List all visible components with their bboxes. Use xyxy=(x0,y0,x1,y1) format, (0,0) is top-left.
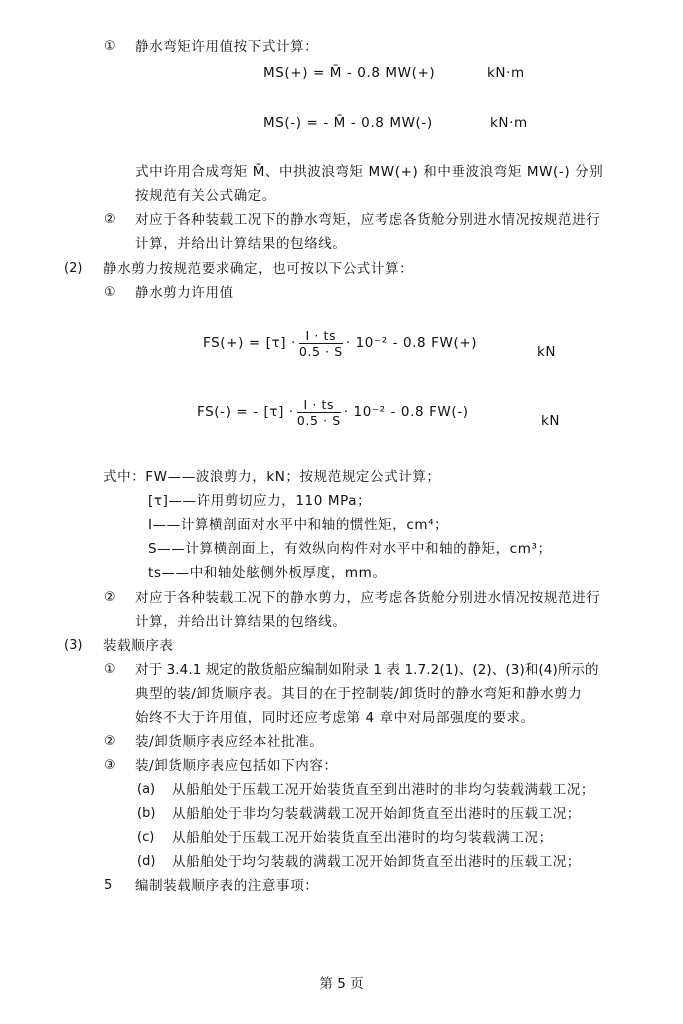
item-mark: (d) xyxy=(137,854,156,869)
item-mark: (2) xyxy=(64,261,83,276)
text-line: 式中：FW——波浪剪力，kN；按规范规定公式计算； xyxy=(103,469,441,485)
text-line: 从船舶处于压载工况开始装货直至到出港时的非均匀装载满载工况； xyxy=(172,782,595,798)
item-mark: ② xyxy=(104,590,116,605)
fraction xyxy=(299,328,343,359)
formula-lhs: FS(+) = [τ] · xyxy=(203,335,296,351)
item-mark: ③ xyxy=(104,758,116,773)
formula-unit: kN xyxy=(541,413,561,429)
text-line: 按规范有关公式确定。 xyxy=(135,188,276,204)
text-line: 典型的装/卸货顺序表。其目的在于控制装/卸货时的静水弯矩和静水剪力 xyxy=(135,686,583,702)
item-mark: ① xyxy=(104,39,116,54)
formula-lhs: FS(-) = - [τ] · xyxy=(197,404,294,420)
text-line: S——计算横剖面上，有效纵向构件对水平中和轴的静矩，cm³； xyxy=(148,541,552,557)
fraction xyxy=(297,397,341,428)
formula-ms-minus: MS(-) = - M̄ - 0.8 MW(-) xyxy=(263,115,433,131)
formula-unit: kN xyxy=(537,344,557,360)
text-line: 对于 3.4.1 规定的散货船应编制如附录 1 表 1.7.2(1)、(2)、(3)和(4)所示的 xyxy=(135,662,599,678)
formula-fs-minus xyxy=(197,396,469,428)
text-line: 对应于各种装载工况下的静水剪力，应考虑各货舱分别进水情况按规范进行 xyxy=(135,590,601,606)
item-mark: (c) xyxy=(137,830,155,845)
text-line: 静水剪力许用值 xyxy=(135,285,234,301)
text-line: 从船舶处于非均匀装载满载工况开始卸货直至出港时的压载工况； xyxy=(172,806,581,822)
text-line: 从船舶处于压载工况开始装货直至出港时的均匀装载满工况； xyxy=(172,830,553,846)
numerator: I · ts xyxy=(299,328,343,344)
text-line: 对应于各种装载工况下的静水弯矩，应考虑各货舱分别进水情况按规范进行 xyxy=(135,212,601,228)
denominator: 0.5 · S xyxy=(298,343,343,359)
item-mark: ② xyxy=(104,212,116,227)
text-line: 装/卸货顺序表应经本社批准。 xyxy=(135,734,324,750)
item-mark: ② xyxy=(104,734,116,749)
item-mark: ① xyxy=(104,285,116,300)
text-line: 装/卸货顺序表应包括如下内容： xyxy=(135,758,338,774)
formula-unit: kN·m xyxy=(490,115,528,131)
text-line: 计算，并给出计算结果的包络线。 xyxy=(135,614,347,630)
text-line: 静水剪力按规范要求确定，也可按以下公式计算： xyxy=(103,261,414,277)
formula-rhs: · 10⁻² - 0.8 FW(-) xyxy=(343,404,469,420)
formula-ms-plus: MS(+) = M̄ - 0.8 MW(+) xyxy=(263,65,436,81)
page-number: 第 5 页 xyxy=(319,976,364,992)
item-mark: (a) xyxy=(137,782,156,797)
formula-rhs: · 10⁻² - 0.8 FW(+) xyxy=(345,335,478,351)
denominator: 0.5 · S xyxy=(296,412,341,428)
item-mark: 5 xyxy=(104,878,113,893)
text-line: 静水弯矩许用值按下式计算： xyxy=(135,39,319,55)
formula-unit: kN·m xyxy=(487,65,525,81)
text-line: [τ]——许用剪切应力，110 MPa； xyxy=(148,493,372,509)
text-line: ts——中和轴处舷侧外板厚度，mm。 xyxy=(148,565,387,581)
text-line: I——计算横剖面对水平中和轴的惯性矩，cm⁴； xyxy=(148,517,449,533)
item-mark: (b) xyxy=(137,806,156,821)
text-line: 编制装载顺序表的注意事项： xyxy=(135,878,319,894)
text-line: 装载顺序表 xyxy=(103,638,174,654)
text-line: 始终不大于许用值，同时还应考虑第 4 章中对局部强度的要求。 xyxy=(135,710,535,726)
numerator: I · ts xyxy=(297,397,341,413)
item-mark: (3) xyxy=(64,638,83,653)
item-mark: ① xyxy=(104,662,116,677)
text-line: 计算，并给出计算结果的包络线。 xyxy=(135,236,347,252)
formula-fs-plus xyxy=(203,327,477,359)
text-line: 式中许用合成弯矩 M̄、中拱波浪弯矩 MW(+) 和中垂波浪弯矩 MW(-) 分别 xyxy=(135,164,604,180)
text-line: 从船舶处于均匀装载的满载工况开始卸货直至出港时的压载工况； xyxy=(172,854,581,870)
